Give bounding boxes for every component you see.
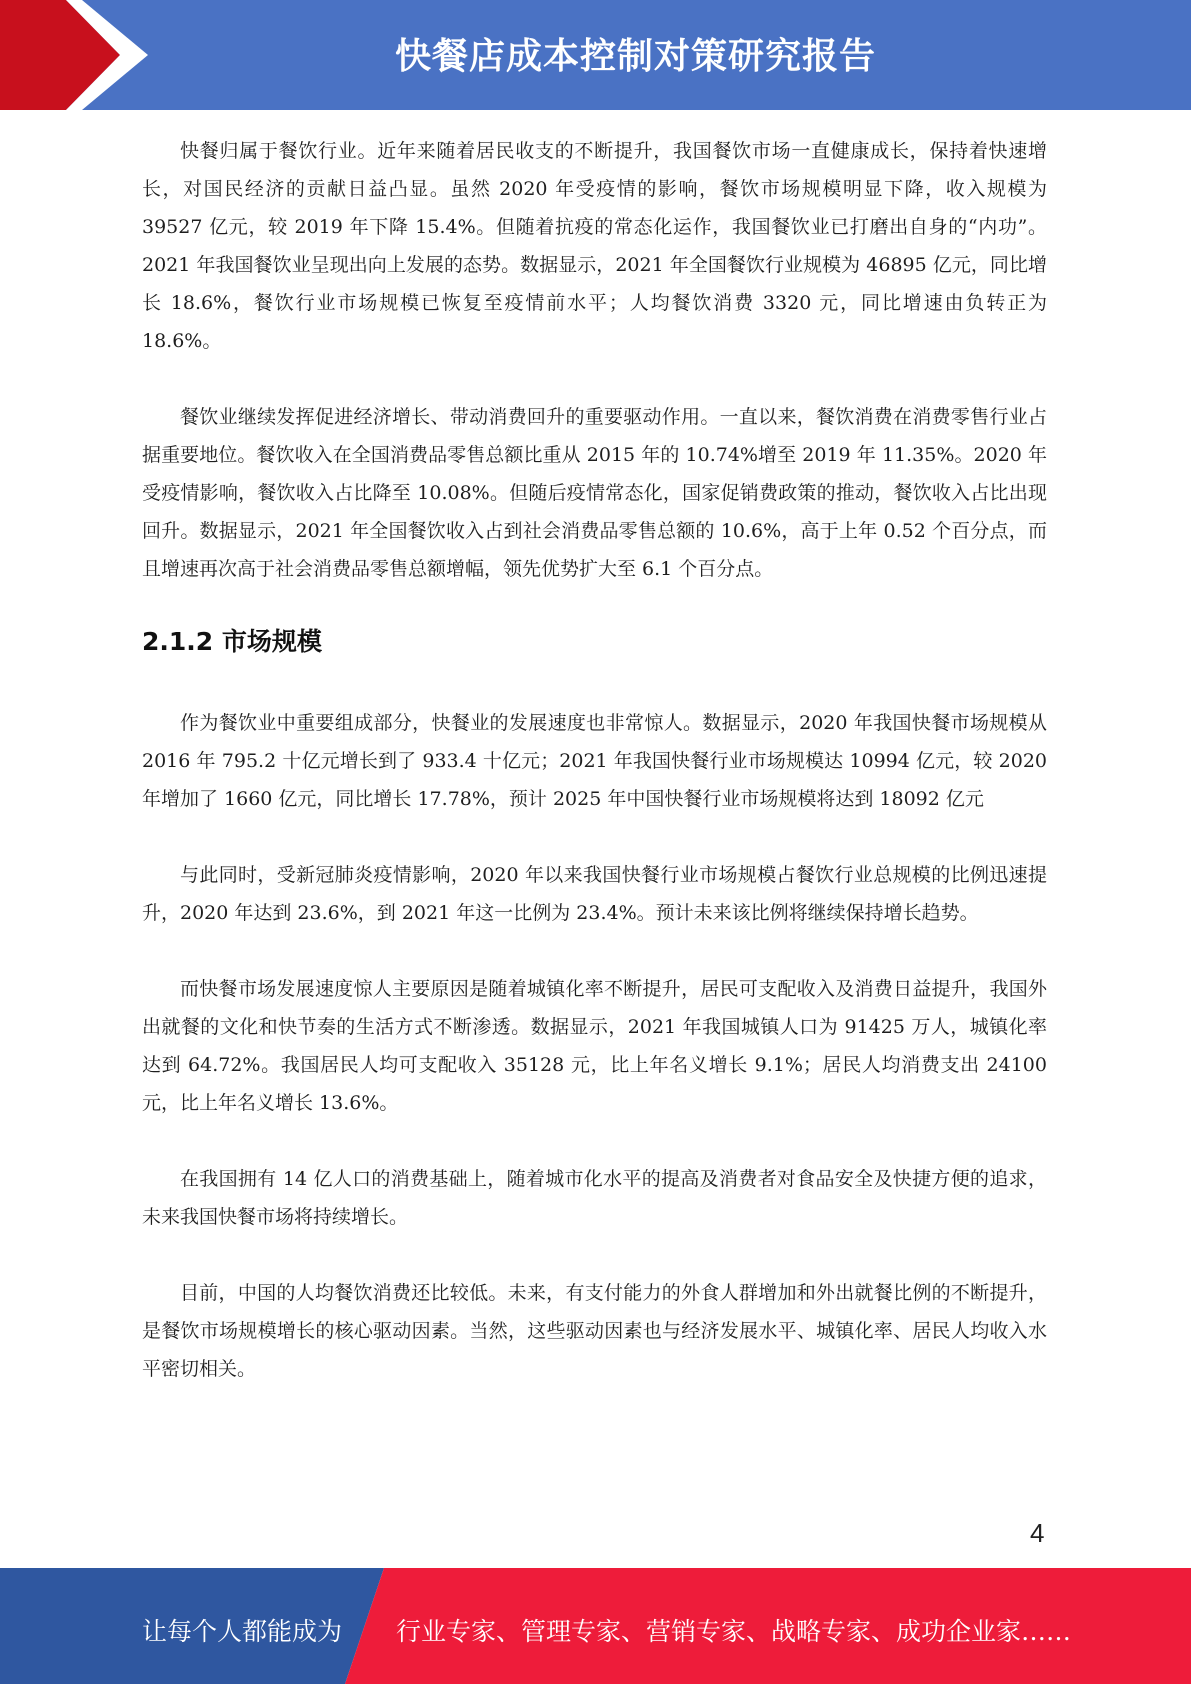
body-paragraph: 餐饮业继续发挥促进经济增长、带动消费回升的重要驱动作用。一直以来，餐饮消费在消费零售行业占据重要地位。餐饮收入在全国消费品零售总额比重从 2015 年的 10.74%增至 2019 年 11.35%。2020 年受疫情影响，餐饮收入占比降至 10.08%。但随后疫情常态化，国家促销费政策的推动，餐饮收入占比出现回升。数据显示，2021 年全国餐饮收入占到社会消费品零售总额的 10.6%，高于上年 0.52 个百分点，而且增速再次高于社会消费品零售总额增幅，领先优势扩大至 6.1 个百分点。 [142, 406, 1047, 580]
body-paragraph: 作为餐饮业中重要组成部分，快餐业的发展速度也非常惊人。数据显示，2020 年我国快餐市场规模从 2016 年 795.2 十亿元增长到了 933.4 十亿元；2021 年我国快餐行业市场规模达 10994 亿元，较 2020 年增加了 1660 亿元，同比增长 17.78%，预计 2025 年中国快餐行业市场规模将达到 18092 亿元 [142, 712, 1047, 810]
body-paragraph: 在我国拥有 14 亿人口的消费基础上，随着城市化水平的提高及消费者对食品安全及快捷方便的追求，未来我国快餐市场将持续增长。 [142, 1168, 1047, 1228]
page-number: 4 [1030, 1518, 1045, 1548]
page-header [0, 0, 1191, 110]
document-body [142, 132, 1047, 1388]
page-footer [0, 1568, 1191, 1684]
body-paragraph: 而快餐市场发展速度惊人主要原因是随着城镇化率不断提升，居民可支配收入及消费日益提升，我国外出就餐的文化和快节奏的生活方式不断渗透。数据显示，2021 年我国城镇人口为 91425 万人，城镇化率达到 64.72%。我国居民人均可支配收入 35128 元，比上年名义增长 9.1%；居民人均消费支出 24100 元，比上年名义增长 13.6%。 [142, 978, 1047, 1114]
body-paragraph: 目前，中国的人均餐饮消费还比较低。未来，有支付能力的外食人群增加和外出就餐比例的不断提升，是餐饮市场规模增长的核心驱动因素。当然，这些驱动因素也与经济发展水平、城镇化率、居民人均收入水平密切相关。 [142, 1282, 1047, 1380]
document-title: 快餐店成本控制对策研究报告 [394, 36, 876, 77]
body-paragraph: 与此同时，受新冠肺炎疫情影响，2020 年以来我国快餐行业市场规模占餐饮行业总规模的比例迅速提升，2020 年达到 23.6%，到 2021 年这一比例为 23.4%。预计未来该比例将继续保持增长趋势。 [142, 864, 1047, 924]
section-heading: 2.1.2 市场规模 [142, 627, 322, 656]
body-paragraph: 快餐归属于餐饮行业。近年来随着居民收支的不断提升，我国餐饮市场一直健康成长，保持着快速增长，对国民经济的贡献日益凸显。虽然 2020 年受疫情的影响，餐饮市场规模明显下降，收入规模为 39527 亿元，较 2019 年下降 15.4%。但随着抗疫的常态化运作，我国餐饮业已打磨出自身的“内功”。2021 年我国餐饮业呈现出向上发展的态势。数据显示，2021 年全国餐饮行业规模为 46895 亿元，同比增长 18.6%，餐饮行业市场规模已恢复至疫情前水平；人均餐饮消费 3320 元，同比增速由负转正为 18.6%。 [142, 140, 1047, 352]
footer-tagline: 行业专家、管理专家、营销专家、战略专家、成功企业家…… [396, 1617, 1072, 1646]
footer-slogan: 让每个人都能成为 [142, 1617, 343, 1646]
